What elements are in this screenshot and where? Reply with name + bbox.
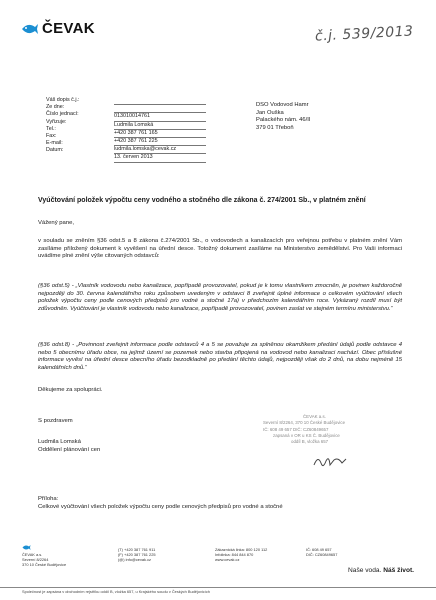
header-field-labels [46,97,101,155]
footer-line: Infolinka: 844 844 870 [215,552,254,558]
footer-line: ČEVAK a.s. [22,552,43,557]
label-reference-number: Číslo jednací: [46,111,79,118]
footer-phones [118,547,156,562]
recipient-address [256,102,310,132]
footer-company [22,552,66,567]
value-date-from [114,105,206,113]
letter-subject: Vyúčtování položek výpočtu ceny vodného a stočného dle zákona č. 274/2001 Sb., v platném znění [38,197,366,204]
footer-line: IČ: 608 49 657 [306,547,332,552]
footer-line: DIČ: CZ60849657 [306,552,338,558]
signer-block [38,439,100,454]
footer-line: (T) +420 387 761 911 [118,547,156,552]
value-your-letter [114,97,206,105]
footer-ids [306,547,337,557]
label-fax: Fax: [46,133,57,140]
slogan-bold: Náš život. [383,567,414,574]
slogan-normal: Naše voda. [348,567,382,574]
registration-note: Společnost je zapsána v obchodním rejstříku oddíl B, vložka 657, u Krajského soudu v Českých Budějovicích [22,589,210,594]
label-date: Datum: [46,147,64,154]
fish-logo-icon [21,22,39,36]
footer-info [215,547,267,562]
stamp-line: zapsaná v OR u KS Č. Budějovice [273,432,340,438]
attachment-block [38,496,283,511]
value-date: 13. červen 2013 [114,154,206,162]
footer-line: Severní 8/2264 [22,557,49,563]
stamp-line: Severní 8/2264, 370 10 České Budějovice [263,420,346,426]
closing: S pozdravem [38,418,73,424]
recipient-line: Jan Ouška [256,109,284,116]
stamp-line: oddíl B, vložka 657 [291,439,329,445]
header-field-values [114,97,206,163]
label-handled-by: Vyřizuje: [46,118,67,125]
label-phone: Tel.: [46,125,56,132]
recipient-line: 379 01 Třeboň [256,124,294,131]
fish-logo-icon [22,544,31,551]
footer-line: 370 10 České Budějovice [22,562,67,568]
footer-line: www.cevak.cz [215,557,240,563]
signer-department: Oddělení plánování cen [38,446,101,453]
value-handled-by: Ludmila Lomská [114,122,206,130]
quoted-paragraph-8: (§36 odst.8) - „Povinnost zveřejnit informace podle odstavců 4 a 5 se považuje za splněnou okamžikem předání údajů podle odstavce 4 nebo 5 obecnímu úřadu obce, na jejímž území se pozemek nebo stavba připojená na vodovod nebo kanalizaci nachází. Obec příslušné informace vyvěsí na úřední desce obecního úřadu bezodkladně po předání těchto údajů, nejpozději však do 2 dnů, na dobu nejméně 15 kalendářních dnů.“ [38,342,402,371]
value-email: ludmila.lomska@cevak.cz [114,146,206,154]
stamp-line: IČ: 608 49 657 DIČ: CZ60849657 [263,426,329,432]
value-fax: +420 387 761 225 [114,138,206,146]
thanks-line: Děkujeme za spolupráci. [38,387,103,393]
value-phone: +420 387 761 165 [114,130,206,138]
body-paragraph: v souladu se zněním §36 odst.5 a 8 zákona č.274/2001 Sb., o vodovodech a kanalizacích pro veřejnou potřebu v platném znění Vám zasíláme přiložený dokument k vyvěšení na úřední desce. Totožný dokument zasíláme na Ministerstvo zemědělství. Pro Vaši informaci uvádíme plné znění výše citovaných odstavců: [38,238,402,260]
value-reference-number: 013010014761 [114,113,206,121]
footer-slogan [348,567,414,574]
label-your-letter: Váš dopis č.j.: [46,97,80,103]
attachment-text: Celkové vyúčtování všech položek výpočtu ceny podle cenových předpisů pro vodné a stočné [38,503,283,510]
signer-name: Ludmila Lomská [38,439,81,445]
label-date-from: Ze dne: [46,104,65,111]
footer-line: Zákaznická linka: 800 120 112 [215,547,268,552]
handwritten-signature [312,451,348,473]
stamp-line: ČEVAK a.s. [303,414,326,419]
footer-logo [22,544,31,551]
attachment-label: Příloha: [38,496,59,502]
recipient-line: Palackého nám. 46/II [256,117,311,123]
company-stamp [263,414,389,445]
greeting: Vážený pane, [38,220,75,226]
handwritten-reference-number: č.j. 539/2013 [315,23,415,45]
quoted-paragraph-5: (§36 odst.5) - „Vlastník vodovodu nebo kanalizace, popřípadě provozovatel, pokud je k tomu vlastníkem zmocněn, je povinen každoročně nejpozději do 30. června kalendářního roku způsobem uvedeným v odstavci 8 zveřejnit úplné informace o celkovém vyúčtování všech položek výpočtu ceny podle cenových předpisů pro vodné a stočné 17a) v předchozím kalendářním roce. Vykázaný rozdíl musí být zdůvodněn. Vyúčtování je vlastník vodovodu nebo kanalizace, popřípadě provozovatel, povinen zaslat ve stejném termínu ministerstvu.“ [38,283,402,312]
footer-line: (F) +420 387 761 225 [118,552,156,558]
logo-text: ČEVAK [42,20,95,37]
footer-divider [0,587,436,588]
recipient-line: DSO Vodovod Hamr [256,102,309,108]
label-email: E-mail: [46,140,63,147]
footer-line: (@) info@cevak.cz [118,557,151,563]
company-logo [21,20,95,37]
